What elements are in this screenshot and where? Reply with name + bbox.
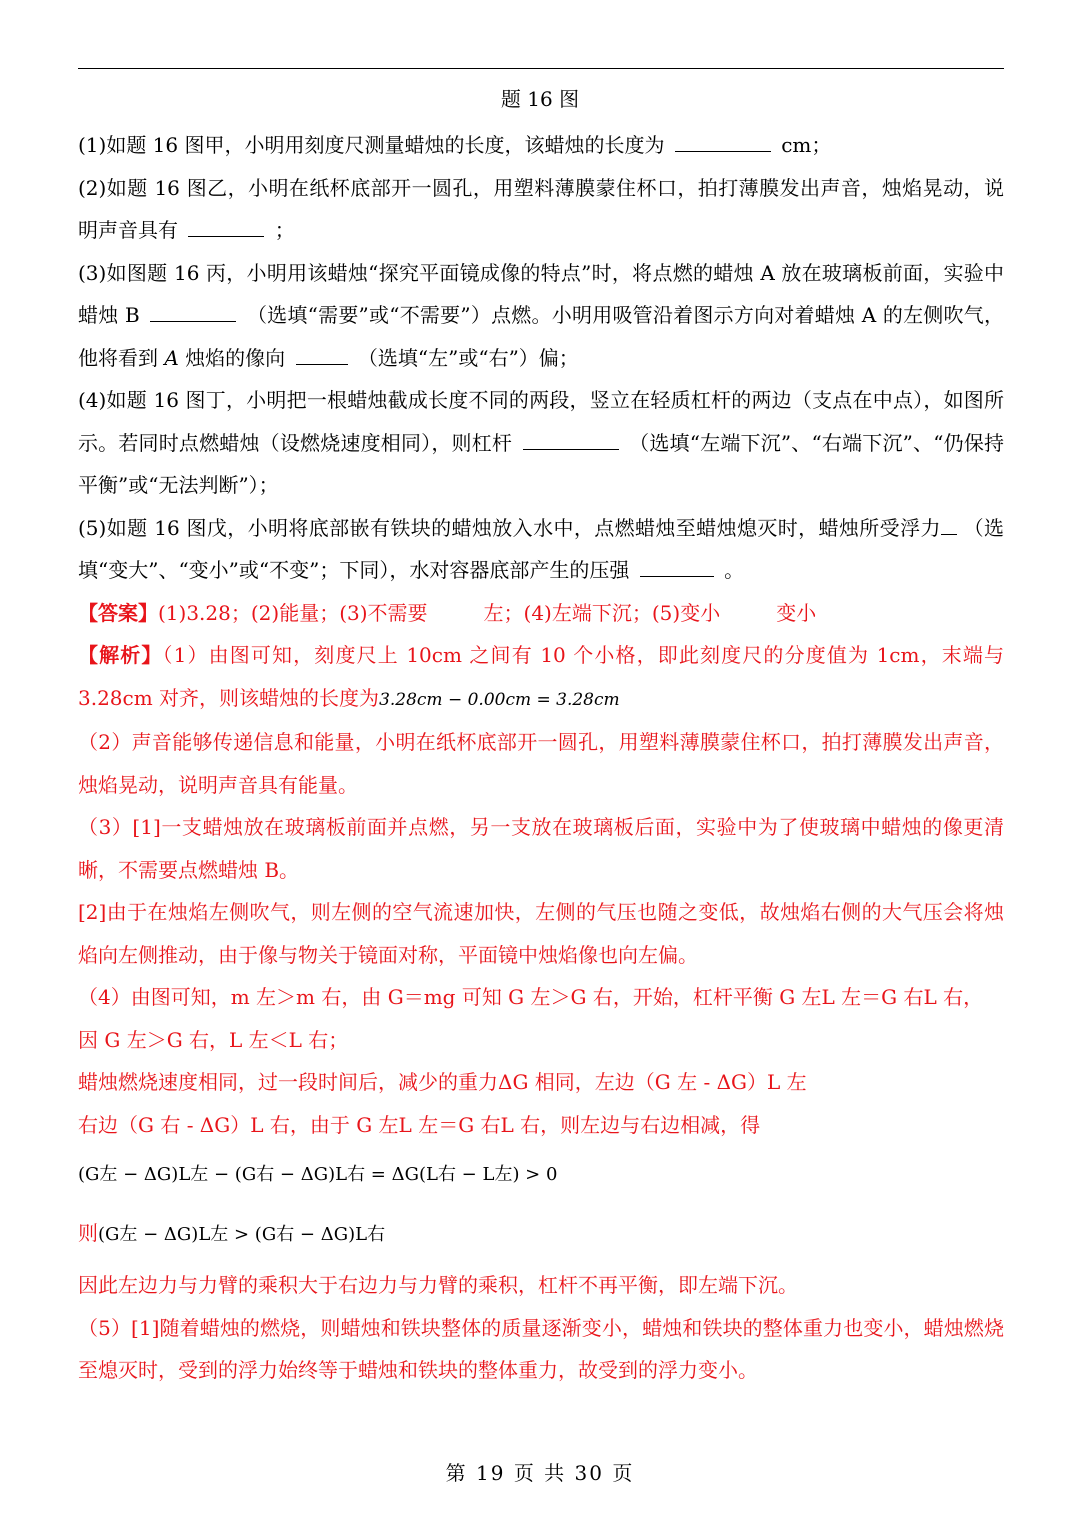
q3-text-3: 烛焰的像向	[185, 345, 286, 370]
answer-blank-2	[188, 212, 264, 237]
q3-candle-label: A	[164, 345, 179, 370]
page-content	[78, 124, 1004, 1392]
analysis-p9: （5）[1]随着蜡烛的燃烧，则蜡烛和铁块整体的质量逐渐变小，蜡烛和铁块的整体重力也变小，蜡烛燃烧至熄灭时，受到的浮力始终等于蜡烛和铁块的整体重力，故受到的浮力变小。	[78, 1315, 1004, 1382]
question-1	[78, 124, 1004, 167]
answer-blank-1	[675, 127, 771, 152]
q1-text: (1)如题 16 图甲，小明用刻度尺测量蜡烛的长度，该蜡烛的长度为	[78, 133, 665, 157]
answer-blank-6	[941, 510, 957, 535]
analysis-p6: 蜡烛燃烧速度相同，过一段时间后，减少的重力ΔG 相同，左边（G 左 - ΔG）L 左	[78, 1070, 807, 1094]
q3-text-4: （选填“左”或“右”）偏；	[357, 345, 579, 370]
answer-part-2: 左；(4)左端下沉；(5)变小	[483, 600, 721, 625]
answer-part-3: 变小	[776, 600, 817, 625]
equation-2-body: (G左 − ΔG)L左 > (G右 − ΔG)L右	[98, 1224, 386, 1245]
question-4	[78, 379, 1004, 507]
q4-text-2: （选填“左端下沉”、“右端下沉”、“仍保持平衡”或“无法判断”）；	[78, 430, 1005, 497]
equation-1: (G左 − ΔG)L左 − (G右 − ΔG)L右 = ΔG(L右 − L左) > 0	[78, 1164, 558, 1185]
q5-end: 。	[724, 558, 745, 582]
answer-line	[78, 592, 1004, 635]
page-footer: 第 19 页 共 30 页	[445, 1461, 635, 1485]
analysis-p1	[78, 634, 1004, 721]
answer-part-1: (1)3.28；(2)能量；(3)不需要	[158, 600, 428, 625]
q3-text: (3)如图题 16 丙，小明用该蜡烛“探究平面镜成像的特点”时，将点燃的蜡烛 A 放在玻璃板前面，实验中蜡烛 B	[78, 260, 1004, 327]
question-2	[78, 167, 1004, 252]
analysis-p2: （2）声音能够传递信息和能量，小明在纸杯底部开一圆孔，用塑料薄膜蒙住杯口，拍打薄膜发出声音，烛焰晃动，说明声音具有能量。	[78, 730, 1004, 797]
q3-text-2: （选填“需要”或“不需要”）点燃。小明用吸管沿着图示方向对着蜡烛 A 的左侧吹气，他将看到	[78, 303, 1004, 370]
equation-2-prefix: 则	[78, 1221, 98, 1245]
q4-text: (4)如题 16 图丁，小明把一根蜡烛截成长度不同的两段，竖立在轻质杠杆的两边（支点在中点），如图所示。若同时点燃蜡烛（设燃烧速度相同），则杠杆	[78, 388, 1004, 455]
analysis-label: 【解析】	[78, 643, 163, 667]
q2-end: ；	[274, 218, 295, 242]
figure-title: 题 16 图	[500, 87, 580, 111]
analysis-p3: （3）[1]一支蜡烛放在玻璃板前面并点燃，另一支放在玻璃板后面，实验中为了使玻璃中蜡烛的像更清晰，不需要点燃蜡烛 B。	[78, 815, 1004, 882]
q2-text: (2)如题 16 图乙，小明在纸杯底部开一圆孔，用塑料薄膜蒙住杯口，拍打薄膜发出声音，烛焰晃动，说明声音具有	[78, 175, 1004, 242]
analysis-p1-text: （1）由图可知，刻度尺上 10cm 之间有 10 个小格，即此刻度尺的分度值为 1cm，末端与 3.28cm 对齐，则该蜡烛的长度为	[78, 643, 1005, 710]
analysis-p8: 因此左边力与力臂的乘积大于右边力与力臂的乘积，杠杆不再平衡，即左端下沉。	[78, 1273, 798, 1297]
answer-blank-7	[640, 552, 714, 577]
analysis-p7: 右边（G 右 - ΔG）L 右，由于 G 左L 左＝G 右L 右，则左边与右边相减，得	[78, 1112, 761, 1137]
analysis-p5a: （4）由图可知，m 左＞m 右，由 G＝mg 可知 G 左＞G 右，开始，杠杆平衡 G 左L 左＝G 右L 右，	[78, 985, 984, 1009]
analysis-p4: [2]由于在烛焰左侧吹气，则左侧的空气流速加快，左侧的气压也随之变低，故烛焰右侧的大气压会将烛焰向左侧推动，由于像与物关于镜面对称，平面镜中烛焰像也向左偏。	[78, 900, 1004, 967]
header-rule	[78, 68, 1004, 69]
question-3	[78, 252, 1004, 380]
analysis-p5b: 因 G 左＞G 右，L 左＜L 右；	[78, 1027, 349, 1052]
q5-text-2: （选填“变大”、“变小”或“不变”；下同），水对容器底部产生的压强	[78, 515, 1004, 582]
question-5	[78, 507, 1004, 592]
equation-2	[78, 1204, 1004, 1264]
answer-blank-4	[296, 340, 348, 365]
q1-unit: cm；	[781, 133, 832, 157]
q5-text: (5)如题 16 图戊，小明将底部嵌有铁块的蜡烛放入水中，点燃蜡烛至蜡烛熄灭时，蜡烛所受浮力	[78, 515, 941, 540]
analysis-p1-formula: 3.28cm − 0.00cm = 3.28cm	[379, 689, 620, 710]
answer-label: 【答案】	[78, 600, 158, 625]
answer-blank-5	[523, 425, 619, 450]
answer-blank-3	[150, 297, 236, 322]
